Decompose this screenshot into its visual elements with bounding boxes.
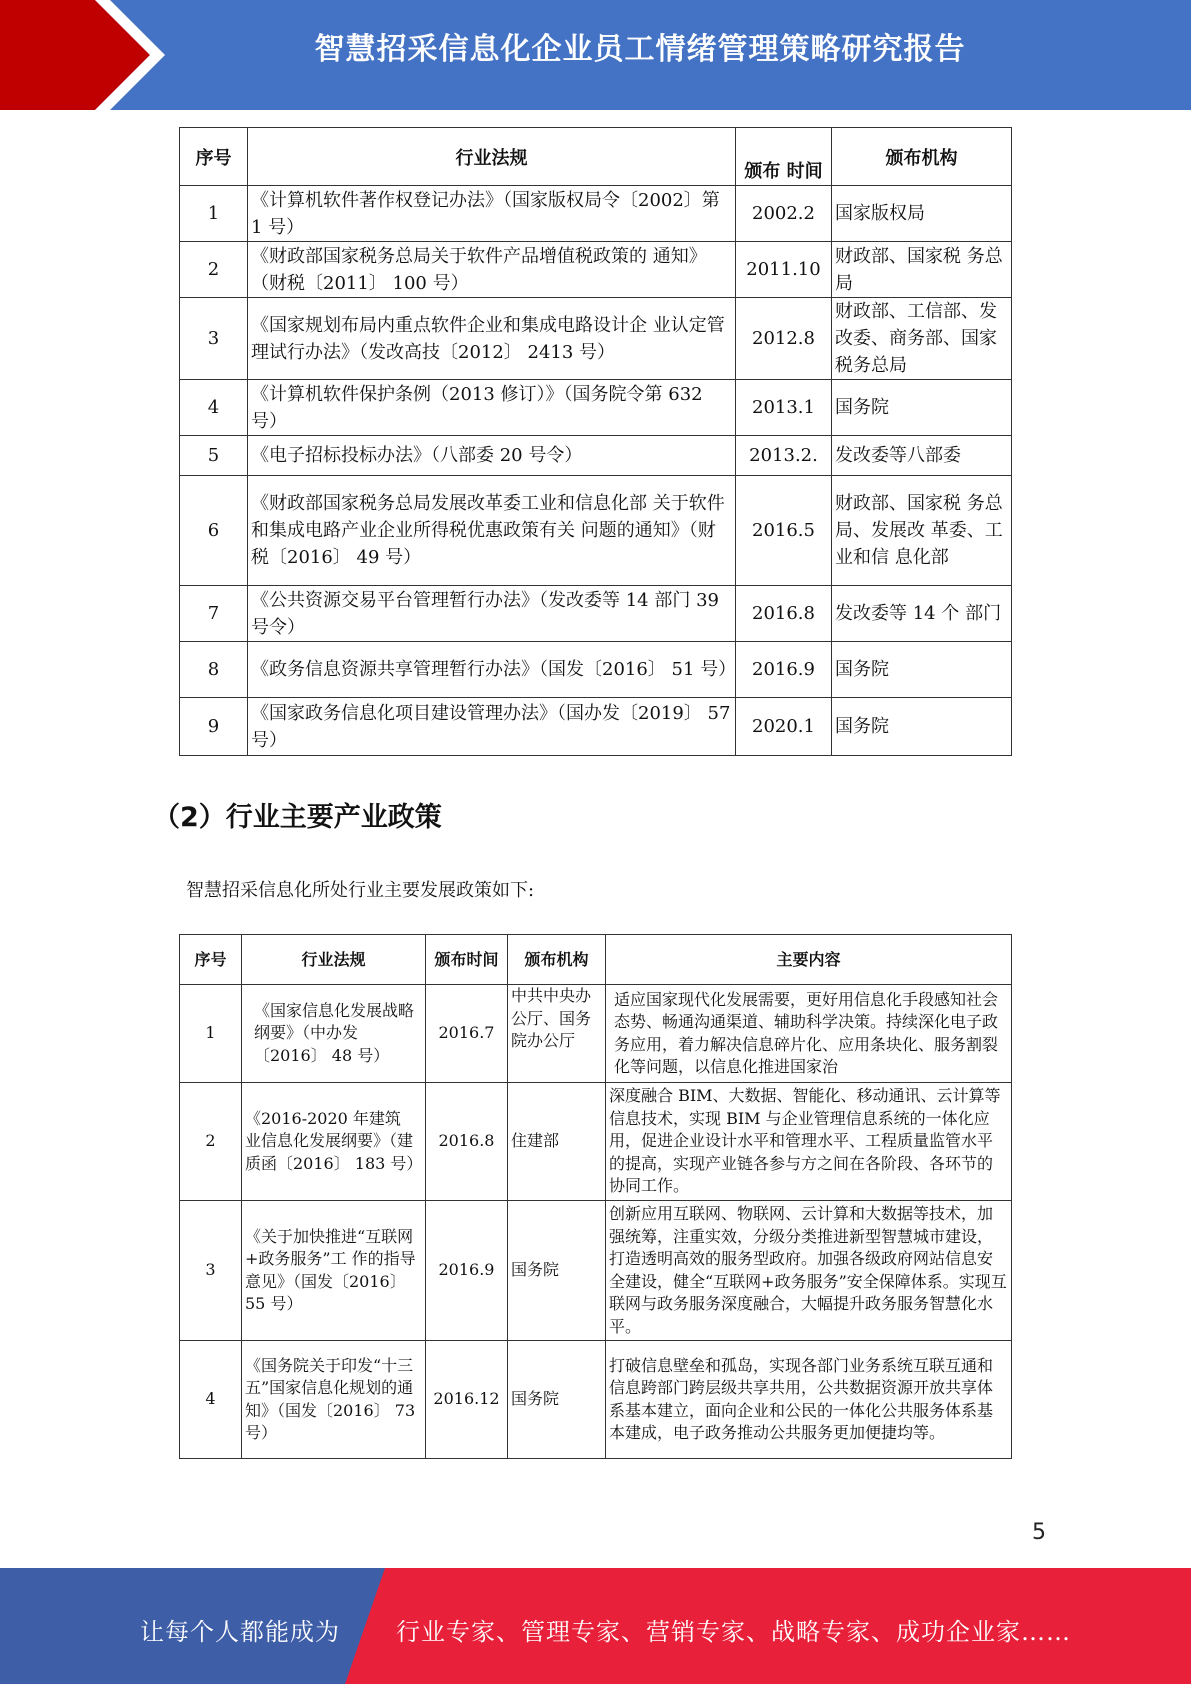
cell-content: 创新应用互联网、物联网、云计算和大数据等技术，加强统筹，注重实效，分级分类推进新型智慧城市建设，打造透明高效的服务型政府。加强各级政府网站信息安全建设，健全“互联网+政务服务”安全保障体系。实现互联网与政务服务深度融合，大幅提升政务服务智慧化水平。 (606, 1201, 1012, 1341)
cell-date: 2013.1 (736, 380, 832, 436)
table-row (180, 380, 1012, 436)
cell-org: 国务院 (508, 1201, 606, 1341)
cell-no: 2 (180, 1083, 242, 1201)
cell-no: 4 (180, 1341, 242, 1459)
cell-regulation: 《国家政务信息化项目建设管理办法》（国办发〔2019〕 57 号） (248, 698, 736, 756)
section-intro: 智慧招采信息化所处行业主要发展政策如下: (186, 880, 535, 901)
cell-content: 打破信息壁垒和孤岛，实现各部门业务系统互联互通和信息跨部门跨层级共享共用，公共数据资源开放共享体系基本建立，面向企业和公民的一体化公共服务体系基本建成，电子政务推动公共服务更加便捷均等。 (606, 1341, 1012, 1459)
cell-content: 深度融合 BIM、大数据、智能化、移动通讯、云计算等信息技术，实现 BIM 与企业管理信息系统的一体化应用，促进企业设计水平和管理水平、工程质量监管水平的提高，实现产业链各参与方之间在各阶段、各环节的协同工作。 (606, 1083, 1012, 1201)
cell-no: 3 (180, 298, 248, 380)
cell-org: 住建部 (508, 1083, 606, 1201)
header-regulation: 行业法规 (242, 935, 426, 985)
footer-slogan-left: 让每个人都能成为 (140, 1618, 340, 1646)
header-date: 颁布 时间 (736, 128, 832, 186)
section-heading: （2）行业主要产业政策 (153, 802, 442, 833)
cell-date: 2016.7 (426, 985, 508, 1083)
cell-no: 3 (180, 1201, 242, 1341)
cell-no: 1 (180, 985, 242, 1083)
header-org: 颁布机构 (832, 128, 1012, 186)
cell-org: 中共中央办公厅、国务院办公厅 (508, 985, 606, 1083)
cell-org: 国务院 (832, 698, 1012, 756)
cell-regulation: 《电子招标投标办法》（八部委 20 号令） (248, 436, 736, 476)
cell-org: 国务院 (832, 642, 1012, 698)
cell-no: 8 (180, 642, 248, 698)
cell-regulation: 《财政部国家税务总局关于软件产品增值税政策的 通知》（财税〔2011〕 100 号） (248, 242, 736, 298)
cell-date: 2016.5 (736, 476, 832, 586)
header-regulation: 行业法规 (248, 128, 736, 186)
header-no: 序号 (180, 935, 242, 985)
cell-no: 7 (180, 586, 248, 642)
cell-date: 2016.8 (426, 1083, 508, 1201)
cell-no: 5 (180, 436, 248, 476)
cell-regulation: 《财政部国家税务总局发展改革委工业和信息化部 关于软件和集成电路产业企业所得税优惠政策有关 问题的通知》（财税〔2016〕 49 号） (248, 476, 736, 586)
table-row (180, 586, 1012, 642)
header-content: 主要内容 (606, 935, 1012, 985)
policies-table (179, 934, 1012, 1459)
cell-regulation: 《关于加快推进“互联网+政务服务”工 作的指导意见》（国发〔2016〕 55 号） (242, 1201, 426, 1341)
page-title: 智慧招采信息化企业员工情绪管理策略研究报告 (314, 32, 966, 67)
table-row (180, 298, 1012, 380)
cell-org: 发改委等八部委 (832, 436, 1012, 476)
cell-date: 2020.1 (736, 698, 832, 756)
header-date: 颁布时间 (426, 935, 508, 985)
cell-regulation: 《计算机软件著作权登记办法》（国家版权局令〔2002〕第 1 号） (248, 186, 736, 242)
regulations-table (179, 127, 1012, 756)
table-row (180, 242, 1012, 298)
table-row (180, 1083, 1012, 1201)
content-text: 适应国家现代化发展需要，更好用信息化手段感知社会态势、畅通沟通渠道、辅助科学决策。持续深化电子政务应用，着力解决信息碎片化、应用条块化、服务割裂化等问题，以信息化推进国家治 (614, 989, 999, 1076)
cell-org: 财政部、工信部、发改委、商务部、国家税务总局 (832, 298, 1012, 380)
table-row (180, 436, 1012, 476)
cell-date: 2016.12 (426, 1341, 508, 1459)
cell-regulation: 《国务院关于印发“十三五”国家信息化规划的通知》（国发〔2016〕 73 号） (242, 1341, 426, 1459)
cell-org: 国务院 (508, 1341, 606, 1459)
header-no: 序号 (180, 128, 248, 186)
cell-content (606, 985, 1012, 1083)
table-row (180, 476, 1012, 586)
cell-date: 2016.9 (736, 642, 832, 698)
table-row (180, 698, 1012, 756)
footer-slogan-right: 行业专家、管理专家、营销专家、战略专家、成功企业家…… (396, 1618, 1071, 1646)
table-header-row (180, 935, 1012, 985)
cell-date: 2002.2 (736, 186, 832, 242)
table-header-row (180, 128, 1012, 186)
cell-no: 1 (180, 186, 248, 242)
cell-date: 2012.8 (736, 298, 832, 380)
cell-org: 国家版权局 (832, 186, 1012, 242)
table-row (180, 1201, 1012, 1341)
cell-date: 2016.8 (736, 586, 832, 642)
cell-regulation: 《2016-2020 年建筑 业信息化发展纲要》（建质函〔2016〕 183 号） (242, 1083, 426, 1201)
header-org: 颁布机构 (508, 935, 606, 985)
table-row (180, 642, 1012, 698)
cell-no: 9 (180, 698, 248, 756)
cell-org: 发改委等 14 个 部门 (832, 586, 1012, 642)
table-row (180, 985, 1012, 1083)
cell-date: 2016.9 (426, 1201, 508, 1341)
cell-no: 4 (180, 380, 248, 436)
cell-org: 国务院 (832, 380, 1012, 436)
cell-regulation: 《国家信息化发展战略纲要》（中办发〔2016〕 48 号） (242, 985, 426, 1083)
cell-regulation: 《国家规划布局内重点软件企业和集成电路设计企 业认定管理试行办法》（发改高技〔2012〕 2413 号） (248, 298, 736, 380)
cell-regulation: 《政务信息资源共享管理暂行办法》（国发〔2016〕 51 号） (248, 642, 736, 698)
cell-no: 6 (180, 476, 248, 586)
table-row (180, 186, 1012, 242)
cell-regulation: 《计算机软件保护条例（2013 修订）》（国务院令第 632 号） (248, 380, 736, 436)
cell-org: 财政部、国家税 务总局、发展改 革委、工业和信 息化部 (832, 476, 1012, 586)
cell-no: 2 (180, 242, 248, 298)
cell-org: 财政部、国家税 务总局 (832, 242, 1012, 298)
table-row (180, 1341, 1012, 1459)
cell-regulation: 《公共资源交易平台管理暂行办法》（发改委等 14 部门 39 号令） (248, 586, 736, 642)
cell-date: 2011.10 (736, 242, 832, 298)
cell-date: 2013.2. (736, 436, 832, 476)
page-number: 5 (1032, 1520, 1046, 1545)
